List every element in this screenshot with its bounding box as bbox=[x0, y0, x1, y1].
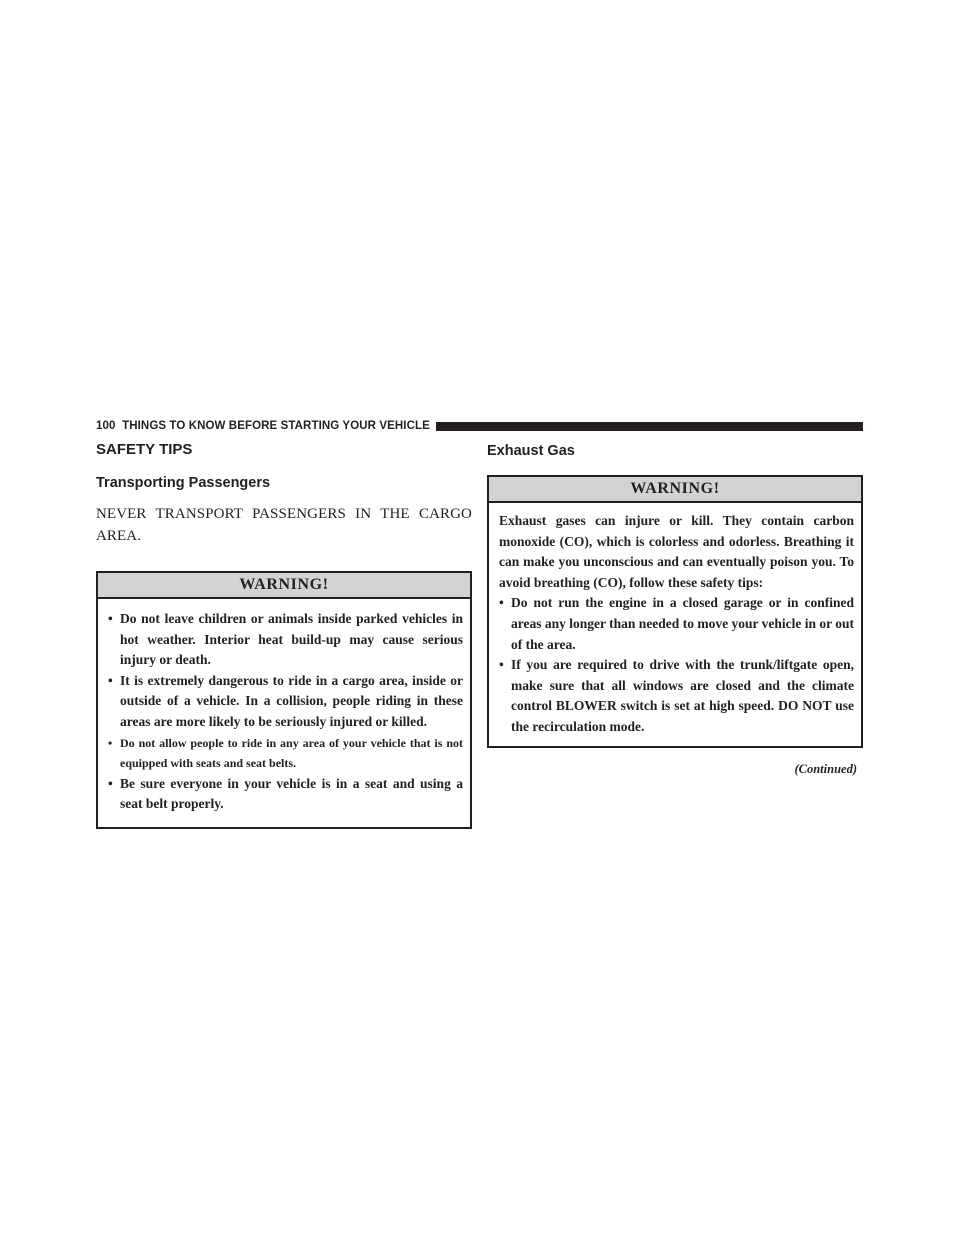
warning-body bbox=[489, 503, 861, 746]
subsection-title-exhaust-gas: Exhaust Gas bbox=[487, 443, 575, 459]
bullet-icon: • bbox=[499, 657, 504, 673]
bullet-icon: • bbox=[108, 672, 113, 688]
warning-title: WARNING! bbox=[489, 477, 861, 503]
warning-bullet-item: • If you are required to drive with the trunk/liftgate open, make sure that all windows are closed and the climate control BLOWER switch is set at high speed. DO NOT use the recirculation mode. bbox=[499, 657, 854, 734]
bullet-icon: • bbox=[108, 735, 113, 750]
warning-title: WARNING! bbox=[98, 573, 470, 599]
right-column bbox=[487, 441, 863, 777]
continued-note: (Continued) bbox=[794, 761, 857, 776]
warning-bullet-item: • Do not allow people to ride in any area of your vehicle that is not equipped with seats and seat belts. bbox=[108, 733, 463, 774]
warning-bullet-item: • Do not run the engine in a closed garage or in confined areas any longer than needed to move your vehicle in or out of the area. bbox=[499, 595, 854, 652]
bullet-icon: • bbox=[108, 775, 113, 791]
bullet-icon: • bbox=[108, 611, 113, 626]
warning-bullet-item: • Do not leave children or animals inside parked vehicles in hot weather. Interior heat build-up may cause serious injury or death. bbox=[108, 611, 463, 668]
subsection-title-transporting-passengers: Transporting Passengers bbox=[96, 475, 271, 491]
warning-bullet-item: • Be sure everyone in your vehicle is in a seat and using a seat belt properly. bbox=[108, 775, 463, 812]
exhaust-warning-intro: Exhaust gases can injure or kill. They contain carbon monoxide (CO), which is colorless and odorless. Breathing it can make you unconscious and can eventually poison you. To avoid breathing (CO), follow these safety tips: bbox=[499, 513, 854, 590]
warning-bullet-item: • It is extremely dangerous to ride in a cargo area, inside or outside of a vehicle. In a collision, people riding in these areas are more likely to be seriously injured or killed. bbox=[108, 672, 463, 729]
warning-bullet-list bbox=[108, 609, 463, 815]
warning-body bbox=[98, 599, 470, 827]
chapter-title: THINGS TO KNOW BEFORE STARTING YOUR VEHICLE bbox=[122, 420, 430, 432]
page-number: 100 bbox=[96, 420, 116, 432]
page-header bbox=[96, 420, 863, 433]
warning-box-passengers bbox=[96, 571, 472, 829]
page-header-text bbox=[96, 420, 436, 433]
left-column bbox=[96, 440, 472, 829]
warning-bullet-list bbox=[499, 593, 854, 737]
warning-box-exhaust bbox=[487, 475, 863, 748]
cargo-area-notice: NEVER TRANSPORT PASSENGERS IN THE CARGO AREA. bbox=[96, 506, 472, 544]
section-title: SAFETY TIPS bbox=[96, 441, 193, 458]
header-rule bbox=[436, 422, 863, 431]
bullet-icon: • bbox=[499, 595, 504, 611]
